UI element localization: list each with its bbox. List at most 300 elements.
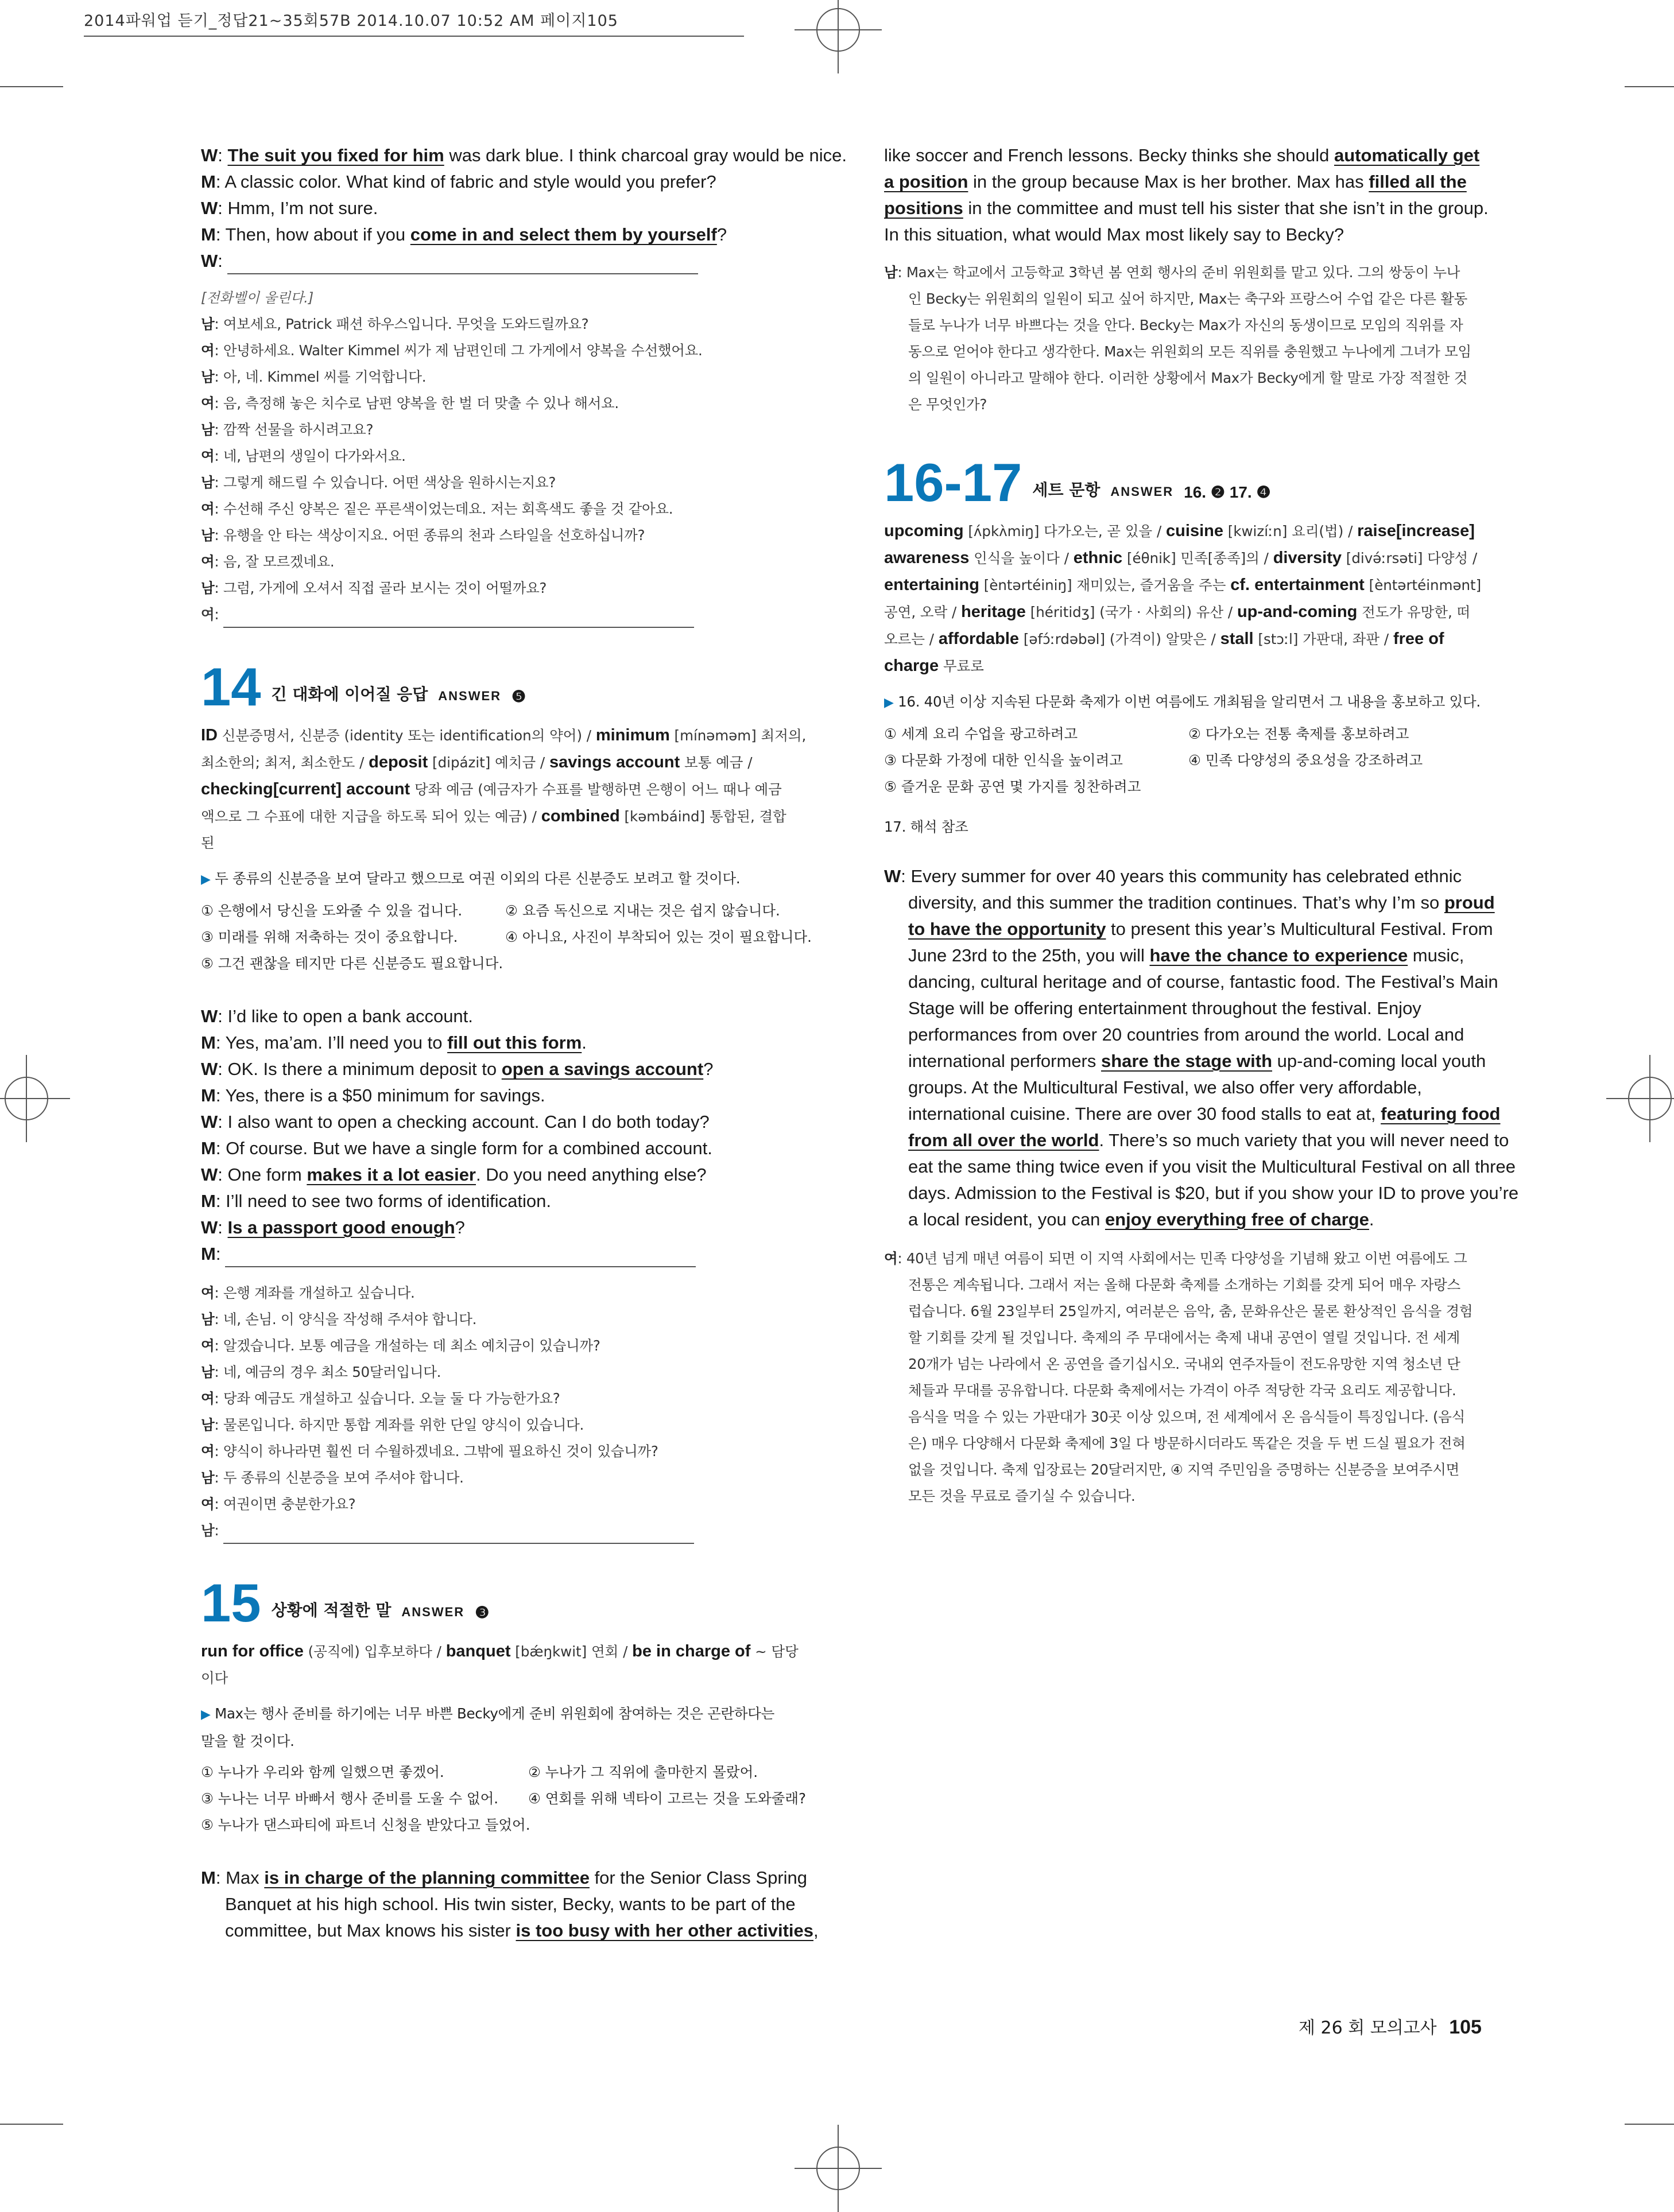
passage-line	[884, 1048, 1504, 1074]
vocab-line: 최소한의; 최저, 최소한도 / deposit [dipázit] 예치금 / savings account 보통 예금 /	[201, 753, 753, 771]
passage-line	[884, 169, 1504, 195]
speaker-label: W	[201, 198, 218, 218]
translation-text: 두 종류의 신분증을 보여 주셔야 합니다.	[223, 1469, 464, 1486]
speaker-label: 남	[201, 316, 215, 332]
translation-text: 의 일원이 아니라고 말해야 한다. 이러한 상황에서 Max가 Becky에게 할 말로 가장 적절한 것	[908, 370, 1467, 386]
speaker-label: 여	[201, 553, 215, 570]
translation-text: 20개가 넘는 나라에서 온 공연을 즐기십시오. 국내외 연주자들이 전도유망한 지역 청소년 단	[908, 1356, 1460, 1372]
vocab-term: diversity	[1273, 549, 1342, 567]
vocab-line: ID 신분증명서, 신분증 (identity 또는 identification의 약어) / minimum [mínəməm] 최저의,	[201, 726, 807, 744]
translation-text: 그렇게 해드릴 수 있습니다. 어떤 색상을 원하시는지요?	[223, 474, 556, 491]
q14-explanation: ▶ 두 종류의 신분증을 보여 달라고 했으므로 여권 이외의 다른 신분증도 보려고 할 것이다.	[201, 870, 741, 887]
dialogue-line: W: OK. Is there a minimum deposit to open a savings account?	[201, 1056, 821, 1082]
passage-text: committee, but Max knows his sister	[225, 1920, 516, 1941]
header-rule	[84, 36, 744, 37]
crop-mark	[1625, 86, 1674, 87]
vocab-term: affordable	[938, 630, 1020, 648]
translation-text: 은) 매우 다양해서 다문화 축제에 3일 다 방문하시더라도 똑같은 것을 두 번 드실 필요가 전혀	[908, 1435, 1466, 1452]
q14-translation-answer-line: 남:	[201, 1518, 821, 1544]
answer-option: ⑤ 그건 괜찮을 테지만 다른 신분증도 필요합니다.	[201, 955, 503, 972]
speaker-label: 여	[201, 395, 215, 412]
dialogue-text: Yes, ma’am. I’ll need you to	[225, 1033, 448, 1053]
q13-stage-note: [전화벨이 울린다.]	[201, 290, 314, 306]
vocab-term: banquet	[445, 1642, 511, 1660]
q1617-passage	[884, 863, 1519, 1233]
dialogue-line: M: I’ll need to see two forms of identification.	[201, 1188, 821, 1214]
key-phrase: open a savings account	[501, 1059, 704, 1079]
passage-text: to present this year’s Multicultural Festival. From	[1106, 919, 1493, 939]
dialogue-text: was dark blue. I think charcoal gray would be nice.	[444, 145, 847, 165]
answer-option: ③ 다문화 가정에 대한 인식을 높이려고	[884, 752, 1123, 769]
translation-text: 전통은 계속됩니다. 그래서 저는 올해 다문화 축제를 소개하는 기회를 갖게 되어 매우 자랑스	[908, 1276, 1460, 1293]
q1617-answer: 16. ❷ 17. ❹	[1184, 483, 1271, 501]
speaker-label: M	[201, 1191, 216, 1211]
translation-line: 남: 그럼, 가게에 오셔서 직접 골라 보시는 것이 어떨까요?	[201, 580, 547, 596]
translation-line	[884, 1404, 1504, 1430]
answer-option: ⑤ 누나가 댄스파티에 파트너 신청을 받았다고 들었어.	[201, 1817, 530, 1833]
key-phrase: automatically get	[1334, 145, 1480, 165]
answer-option: ⑤ 즐거운 문화 공연 몇 가지를 칭찬하려고	[884, 778, 1141, 795]
vocab-term: awareness	[884, 549, 970, 567]
left-column	[201, 142, 847, 1944]
speaker-label: 남	[201, 527, 215, 544]
speaker-label: 남	[201, 368, 215, 385]
q15-explanation: ▶ Max는 행사 준비를 하기에는 너무 바쁜 Becky에게 준비 위원회에 참여하는 것은 곤란하다는	[201, 1705, 775, 1722]
key-phrase: The suit you fixed for him	[227, 145, 444, 165]
passage-text: in the committee and must tell his sister that she isn’t in the group.	[963, 198, 1489, 218]
translation-line	[884, 1325, 1504, 1351]
passage-text: music,	[1408, 945, 1464, 965]
translation-text: 깜짝 선물을 하시려고요?	[223, 421, 374, 438]
speaker-label: 남	[201, 580, 215, 596]
q15-answer: ❸	[475, 1604, 490, 1621]
q15-answer-label: ANSWER	[401, 1605, 465, 1619]
q14-dialogue	[201, 1003, 821, 1241]
passage-line	[884, 916, 1504, 942]
translation-line: 남: 그렇게 해드릴 수 있습니다. 어떤 색상을 원하시는지요?	[201, 474, 556, 491]
translation-text: 할 기회를 갖게 될 것입니다. 축제의 주 무대에서는 축제 내내 공연이 열릴 것입니다. 전 세계	[908, 1329, 1460, 1346]
translation-text: 양식이 하나라면 훨씬 더 수월하겠네요. 그밖에 필요하신 것이 있습니까?	[223, 1443, 658, 1460]
vocab-line: awareness 인식을 높이다 / ethnic [éθnik] 민족[종족]의 / diversity [divə́ːrsəti] 다양성 /	[884, 549, 1478, 567]
translation-text: 안녕하세요. Walter Kimmel 씨가 제 남편인데 그 가게에서 양복을 수선했어요.	[223, 342, 703, 359]
vocab-line: run for office (공직에) 입후보하다 / banquet [bǽŋkwit] 연회 / be in charge of ~ 담당	[201, 1642, 799, 1660]
registration-mark-icon	[5, 1077, 48, 1120]
vocab-term: be in charge of	[632, 1642, 751, 1660]
q15-explanation-cont: 말을 할 것이다.	[201, 1733, 294, 1749]
dialogue-text: Then, how about if you	[225, 224, 410, 245]
passage-text: groups. At the Multicultural Festival, we also offer very affordable,	[908, 1077, 1422, 1097]
q13-dialogue	[201, 142, 847, 248]
vocab-term: up-and-coming	[1237, 603, 1358, 621]
crop-mark	[1625, 2124, 1674, 2125]
footer-label: 제 26 회 모의고사	[1299, 2018, 1437, 2038]
translation-text: 동으로 얻어야 한다고 생각한다. Max는 위원회의 모든 직위를 충원했고 누나에게 그녀가 모임	[908, 343, 1471, 360]
translation-text: 체들과 무대를 공유합니다. 다문화 축제에서는 가격이 아주 적당한 각국 요리도 제공합니다.	[908, 1382, 1456, 1399]
dialogue-line: W: The suit you fixed for him was dark blue. I think charcoal gray would be nice.	[201, 142, 821, 169]
speaker-label: 여	[201, 342, 215, 359]
passage-text: in the group because Max is her brother. Max has	[968, 172, 1369, 192]
dialogue-line: M: Of course. But we have a single form for a combined account.	[201, 1135, 821, 1162]
speaker-label: 여	[201, 1337, 215, 1354]
answer-option: ② 누나가 그 직위에 출마한지 몰랐어.	[528, 1764, 758, 1780]
q1617-vocabulary	[884, 518, 1504, 680]
translation-line	[884, 286, 1504, 312]
translation-text: 수선해 주신 양복은 짙은 푸른색이었는데요. 저는 회흑색도 좋을 것 같아요.	[223, 500, 673, 517]
vocab-term: stall	[1220, 630, 1254, 648]
speaker-label: W	[884, 866, 901, 886]
right-column	[884, 142, 1519, 1509]
answer-option: ④ 민족 다양성의 중요성을 강조하려고	[1188, 752, 1423, 769]
dialogue-text: Yes, there is a $50 minimum for savings.	[225, 1085, 545, 1105]
key-phrase: a position	[884, 172, 968, 192]
q13-answer-line: W:	[201, 248, 821, 274]
vocab-term: free of	[1393, 630, 1444, 648]
passage-text: Banquet at his high school. His twin sister, Becky, wants to be part of the	[225, 1894, 796, 1914]
passage-line	[884, 1127, 1509, 1154]
answer-option: ④ 연회를 위해 넥타이 고르는 것을 도와줄래?	[528, 1790, 807, 1807]
dialogue-text: ?	[455, 1217, 465, 1237]
q1617-translation	[884, 1245, 1504, 1509]
key-phrase: filled all the	[1369, 172, 1467, 192]
answer-blank	[223, 610, 694, 628]
translation-line: 남: 네, 손님. 이 양식을 작성해 주셔야 합니다.	[201, 1311, 477, 1328]
translation-line	[884, 312, 1504, 339]
passage-text: Every summer for over 40 years this community has celebrated ethnic	[910, 866, 1462, 886]
vocab-term: run for office	[201, 1642, 304, 1660]
answer-blank	[225, 1249, 696, 1267]
speaker-label: 남	[884, 264, 898, 281]
dialogue-line: W: One form makes it a lot easier. Do you need anything else?	[201, 1162, 821, 1188]
passage-line	[884, 1154, 1516, 1180]
key-phrase: Is a passport good enough	[227, 1217, 455, 1237]
q14-vocabulary	[201, 722, 821, 856]
speaker-label: M	[201, 1085, 216, 1105]
q1617-answer-label: ANSWER	[1110, 484, 1174, 499]
passage-line	[884, 969, 1504, 995]
passage-text: international cuisine. There are over 30 food stalls to eat at,	[908, 1104, 1381, 1124]
translation-line: 여: 안녕하세요. Walter Kimmel 씨가 제 남편인데 그 가게에서 양복을 수선했어요.	[201, 342, 703, 359]
translation-line: 남: 네, 예금의 경우 최소 50달러입니다.	[201, 1364, 441, 1380]
passage-text: dancing, cultural heritage and of course, fantastic food. The Festival’s Main	[908, 972, 1498, 992]
translation-line	[884, 1298, 1504, 1325]
passage-text: eat the same thing twice even if you visit the Multicultural Festival on all three	[908, 1157, 1516, 1177]
vocab-line: entertaining [èntərtéiniŋ] 재미있는, 즐거움을 주는 cf. entertainment [èntərtéinmənt]	[884, 576, 1482, 594]
q14-heading	[201, 657, 821, 717]
vocab-term: ethnic	[1073, 549, 1123, 567]
answer-option: ① 누나가 우리와 함께 일했으면 좋겠어.	[201, 1764, 444, 1780]
dialogue-line: W: I also want to open a checking account. Can I do both today?	[201, 1109, 821, 1135]
translation-line: 여: 여권이면 충분한가요?	[201, 1496, 356, 1512]
translation-text: 유행을 안 타는 색상이지요. 어떤 종류의 천과 스타일을 선호하십니까?	[223, 527, 645, 544]
translation-text: 은 무엇인가?	[908, 396, 987, 413]
vocab-line: 액으로 그 수표에 대한 지급을 하도록 되어 있는 예금) / combined [kəmbáind] 통합된, 결합	[201, 807, 786, 825]
vocab-term: upcoming	[884, 522, 964, 540]
crop-mark	[0, 86, 63, 87]
key-phrase: share the stage with	[1101, 1051, 1273, 1071]
answer-option: ③ 미래를 위해 저축하는 것이 중요합니다.	[201, 929, 458, 945]
translation-line	[884, 1430, 1504, 1457]
speaker-label: 여	[201, 448, 215, 464]
answer-blank	[227, 256, 698, 274]
passage-text: ,	[813, 1920, 819, 1941]
translation-line	[884, 1377, 1504, 1404]
speaker-label: 남	[201, 1417, 215, 1433]
speaker-label: M	[201, 172, 216, 192]
translation-line	[884, 1351, 1504, 1377]
vocab-term: heritage	[961, 603, 1026, 621]
speaker-label: M	[201, 1868, 216, 1888]
translation-line: 여: 양식이 하나라면 훨씬 더 수월하겠네요. 그밖에 필요하신 것이 있습니까?	[201, 1443, 658, 1460]
key-phrase: is in charge of the planning committee	[264, 1868, 590, 1888]
key-phrase: positions	[884, 198, 963, 218]
speaker-label: 여	[201, 500, 215, 517]
answer-blank	[223, 1526, 694, 1544]
vocab-term: deposit	[369, 753, 428, 771]
vocab-line: upcoming [ʌ́pkʌ̀miŋ] 다가오는, 곧 있을 / cuisine [kwizíːn] 요리(법) / raise[increase]	[884, 522, 1475, 540]
vocab-term: ID	[201, 726, 218, 744]
dialogue-line: M: Yes, ma’am. I’ll need you to fill out this form.	[201, 1030, 821, 1056]
dialogue-text: I also want to open a checking account. Can I do both today?	[227, 1112, 710, 1132]
speaker-label: 여	[884, 1250, 898, 1267]
key-phrase: come in and select them by yourself	[410, 224, 717, 245]
translation-text: 인 Becky는 위원회의 일원이 되고 싶어 하지만, Max는 축구와 프랑스어 수업 같은 다른 활동	[908, 290, 1467, 307]
speaker-label: 여	[201, 1496, 215, 1512]
answer-option: ② 요즘 독신으로 지내는 것은 쉽지 않습니다.	[505, 902, 780, 919]
translation-text: 그럼, 가게에 오셔서 직접 골라 보시는 것이 어떨까요?	[223, 580, 547, 596]
dialogue-text: . Do you need anything else?	[476, 1165, 707, 1185]
passage-text: a local resident, you can	[908, 1209, 1105, 1229]
speaker-label: 남	[201, 421, 215, 438]
vocab-line: 된	[201, 835, 215, 851]
answer-option: ② 다가오는 전통 축제를 홍보하려고	[1188, 725, 1409, 742]
translation-text: 음, 측정해 놓은 치수로 남편 양복을 한 벌 더 맞출 수 있나 해서요.	[223, 395, 619, 412]
passage-line: W: Every summer for over 40 years this community has celebrated ethnic	[884, 863, 1504, 890]
speaker-label: M	[201, 1033, 216, 1053]
translation-line: 여: 당좌 예금도 개설하고 싶습니다. 오늘 둘 다 가능한가요?	[201, 1390, 560, 1407]
passage-text: for the Senior Class Spring	[589, 1868, 808, 1888]
dialogue-text: I’d like to open a bank account.	[227, 1006, 473, 1026]
vocab-line: 오르는 / affordable [əfɔ́ːrdəbəl] (가격이) 알맞은 / stall [stɔːl] 가판대, 좌판 / free of	[884, 630, 1444, 648]
passage-line	[884, 995, 1504, 1022]
print-header: 2014파워업 듣기_정답21~35회57B 2014.10.07 10:52 AM 페이지105	[84, 12, 618, 30]
passage-line	[884, 942, 1504, 969]
translation-text: 40년 넘게 매년 여름이 되면 이 지역 사회에서는 민족 다양성을 기념해 왔고 이번 여름에도 그	[906, 1250, 1467, 1267]
page-footer	[1299, 2013, 1482, 2039]
vocab-term: charge	[884, 657, 939, 675]
q15-passage-part1	[201, 1865, 821, 1944]
translation-line: 남: 물론입니다. 하지만 통합 계좌를 위한 단일 양식이 있습니다.	[201, 1417, 584, 1433]
translation-line: 남: 깜짝 선물을 하시려고요?	[201, 421, 374, 438]
vocab-term: cf. entertainment	[1230, 576, 1365, 594]
speaker-label: 여	[201, 1284, 215, 1301]
q1617-number: 16-17	[884, 452, 1022, 513]
passage-line	[884, 1180, 1519, 1206]
speaker-label: W	[201, 1165, 218, 1185]
key-phrase: have the chance to experience	[1149, 945, 1408, 965]
passage-text: international performers	[908, 1051, 1101, 1071]
passage-line	[884, 1206, 1504, 1233]
dialogue-text: I’ll need to see two forms of identification.	[226, 1191, 551, 1211]
vocab-term: savings account	[549, 753, 680, 771]
speaker-label: W	[201, 145, 218, 165]
dialogue-text: OK. Is there a minimum deposit to	[227, 1059, 502, 1079]
key-phrase: proud	[1444, 892, 1495, 913]
q13-translation	[201, 311, 821, 601]
dialogue-line: M: Then, how about if you come in and select them by yourself?	[201, 222, 821, 248]
passage-text: diversity, and this summer the tradition continues. That’s why I’m so	[908, 892, 1444, 913]
vocab-term: minimum	[595, 726, 670, 744]
dialogue-line: W: I’d like to open a bank account.	[201, 1003, 821, 1030]
speaker-label: 남	[201, 1364, 215, 1380]
key-phrase: fill out this form	[447, 1033, 582, 1053]
translation-line: 남: 유행을 안 타는 색상이지요. 어떤 종류의 천과 스타일을 선호하십니까?	[201, 527, 645, 544]
passage-text: In this situation, what would Max most likely say to Becky?	[884, 224, 1344, 245]
translation-line	[884, 1272, 1504, 1298]
q14-translation	[201, 1280, 821, 1518]
vocab-term: checking[current] account	[201, 780, 410, 798]
speaker-label: 남	[201, 1311, 215, 1328]
translation-line: 여: 40년 넘게 매년 여름이 되면 이 지역 사회에서는 민족 다양성을 기념해 왔고 이번 여름에도 그	[884, 1250, 1467, 1267]
passage-line: M: Max is in charge of the planning committee for the Senior Class Spring	[201, 1865, 821, 1891]
vocab-term: entertaining	[884, 576, 979, 594]
q15-vocabulary	[201, 1638, 821, 1691]
speaker-label: M	[201, 1138, 216, 1158]
q14-answer-line: M:	[201, 1241, 821, 1267]
q13-translation-answer-line: 여:	[201, 601, 821, 628]
q1617-heading	[884, 452, 1504, 513]
translation-text: 럽습니다. 6월 23일부터 25일까지, 여러분은 음악, 춤, 문화유산은 물론 환상적인 음식을 경험	[908, 1303, 1473, 1320]
passage-text: Max	[226, 1868, 265, 1888]
q15-title: 상황에 적절한 말	[271, 1601, 392, 1620]
q16-explanation: ▶ 16. 40년 이상 지속된 다문화 축제가 이번 여름에도 개최됨을 알리면서 그 내용을 홍보하고 있다.	[884, 693, 1481, 710]
passage-line	[884, 195, 1504, 222]
translation-line	[884, 1483, 1504, 1509]
passage-line	[884, 1022, 1504, 1048]
q14-options	[201, 898, 821, 977]
translation-text: 없을 것입니다. 축제 입장료는 20달러지만, ④ 지역 주민임을 증명하는 신분증을 보여주시면	[908, 1461, 1459, 1478]
passage-text: like soccer and French lessons. Becky thinks she should	[884, 145, 1334, 165]
dialogue-text: ?	[703, 1059, 714, 1079]
translation-text: 들로 누나가 너무 바쁘다는 것을 안다. Becky는 Max가 자신의 동생이므로 모임의 직위를 자	[908, 317, 1463, 333]
dialogue-text: Hmm, I’m not sure.	[227, 198, 378, 218]
passage-line	[884, 890, 1504, 916]
translation-text: 네, 남편의 생일이 다가와서요.	[223, 448, 406, 464]
passage-text: Stage will be offering entertainment throughout the festival. Enjoy	[908, 998, 1421, 1018]
answer-option: ① 세계 요리 수업을 광고하려고	[884, 725, 1078, 742]
translation-line: 여: 수선해 주신 양복은 짙은 푸른색이었는데요. 저는 회흑색도 좋을 것 같아요.	[201, 500, 673, 517]
speaker-label: W	[201, 1059, 218, 1079]
passage-text: June 23rd to the 25th, you will	[908, 945, 1150, 965]
translation-text: 알겠습니다. 보통 예금을 개설하는 데 최소 예치금이 있습니까?	[223, 1337, 600, 1354]
translation-line: 남: Max는 학교에서 고등학교 3학년 봄 연회 행사의 준비 위원회를 맡고 있다. 그의 쌍둥이 누나	[884, 264, 1460, 281]
q15-passage-part2	[884, 142, 1504, 248]
passage-line	[884, 222, 1504, 248]
speaker-label: 여	[201, 1390, 215, 1407]
translation-text: 아, 네. Kimmel 씨를 기억합니다.	[223, 368, 427, 385]
speaker-label: W	[201, 1217, 218, 1237]
q14-title: 긴 대화에 이어질 응답	[271, 685, 428, 704]
translation-line	[884, 1457, 1504, 1483]
registration-mark-icon	[816, 2147, 860, 2190]
passage-line	[201, 1891, 821, 1918]
registration-mark-icon	[1628, 1077, 1672, 1120]
passage-text: up-and-coming local youth	[1272, 1051, 1486, 1071]
passage-text: .	[1369, 1209, 1374, 1229]
key-phrase: from all over the world	[908, 1130, 1099, 1150]
translation-text: 음식을 먹을 수 있는 가판대가 30곳 이상 있으며, 전 세계에서 온 음식들이 특징입니다. (음식	[908, 1408, 1465, 1425]
translation-line: 여: 음, 측정해 놓은 치수로 남편 양복을 한 벌 더 맞출 수 있나 해서요.	[201, 395, 619, 412]
translation-line	[884, 365, 1504, 391]
dialogue-text: Of course. But we have a single form for a combined account.	[226, 1138, 712, 1158]
q15-heading	[201, 1573, 821, 1633]
translation-line: 남: 여보세요, Patrick 패션 하우스입니다. 무엇을 도와드릴까요?	[201, 316, 589, 332]
dialogue-line: M: A classic color. What kind of fabric and style would you prefer?	[201, 169, 821, 195]
translation-line: 여: 네, 남편의 생일이 다가와서요.	[201, 448, 406, 464]
translation-text: 네, 손님. 이 양식을 작성해 주셔야 합니다.	[223, 1311, 477, 1328]
q14-answer: ❺	[512, 688, 526, 705]
translation-text: 물론입니다. 하지만 통합 계좌를 위한 단일 양식이 있습니다.	[223, 1417, 584, 1433]
speaker-label: 남	[201, 1469, 215, 1486]
translation-line: 여: 음, 잘 모르겠네요.	[201, 553, 335, 570]
translation-text: 은행 계좌를 개설하고 싶습니다.	[223, 1284, 415, 1301]
dialogue-text: A classic color. What kind of fabric and style would you prefer?	[224, 172, 716, 192]
key-phrase: featuring food	[1381, 1104, 1501, 1124]
vocab-line: 공연, 오락 / heritage [héritidʒ] (국가 · 사회의) 유산 / up-and-coming 전도가 유망한, 떠	[884, 603, 1471, 621]
dialogue-text: ?	[716, 224, 727, 245]
answer-option: ④ 아니요, 사진이 부착되어 있는 것이 필요합니다.	[505, 929, 812, 945]
key-phrase: is too busy with her other activities	[516, 1920, 813, 1941]
dialogue-text: One form	[227, 1165, 307, 1185]
translation-line: 남: 아, 네. Kimmel 씨를 기억합니다.	[201, 368, 427, 385]
registration-mark-icon	[816, 8, 860, 52]
speaker-label: M	[201, 224, 216, 245]
speaker-label: 여	[201, 1443, 215, 1460]
answer-option: ① 은행에서 당신을 도와줄 수 있을 겁니다.	[201, 902, 463, 919]
speaker-label: W	[201, 1006, 218, 1026]
key-phrase: makes it a lot easier	[307, 1165, 476, 1185]
translation-text: 여권이면 충분한가요?	[223, 1496, 356, 1512]
passage-text: performances from over 20 countries from around the world. Local and	[908, 1024, 1464, 1045]
passage-line	[884, 142, 1504, 169]
answer-option: ③ 누나는 너무 바빠서 행사 준비를 도울 수 없어.	[201, 1790, 499, 1807]
q16-options	[884, 721, 1504, 800]
speaker-label: 남	[201, 474, 215, 491]
q14-number: 14	[201, 657, 261, 717]
translation-line: 여: 은행 계좌를 개설하고 싶습니다.	[201, 1284, 415, 1301]
q14-answer-label: ANSWER	[438, 689, 502, 703]
q15-options	[201, 1759, 821, 1838]
vocab-line: checking[current] account 당좌 예금 (예금자가 수표를 발행하면 은행이 어느 때나 예금	[201, 780, 782, 798]
vocab-term: combined	[541, 807, 620, 825]
key-phrase: enjoy everything free of charge	[1105, 1209, 1369, 1229]
translation-text: 네, 예금의 경우 최소 50달러입니다.	[223, 1364, 441, 1380]
passage-text: . There’s so much variety that you will never need to	[1099, 1130, 1509, 1150]
page-number: 105	[1449, 2016, 1482, 2038]
translation-text: 여보세요, Patrick 패션 하우스입니다. 무엇을 도와드릴까요?	[223, 316, 589, 332]
translation-text: 모든 것을 무료로 즐기실 수 있습니다.	[908, 1488, 1136, 1504]
key-phrase: to have the opportunity	[908, 919, 1106, 939]
translation-line	[884, 339, 1504, 365]
dialogue-line: M: Yes, there is a $50 minimum for savings.	[201, 1082, 821, 1109]
passage-line	[884, 1101, 1504, 1127]
translation-text: 당좌 예금도 개설하고 싶습니다. 오늘 둘 다 가능한가요?	[223, 1390, 560, 1407]
passage-line	[884, 1074, 1504, 1101]
q17-explanation: 17. 해석 참조	[884, 818, 968, 835]
passage-text: days. Admission to the Festival is $20, but if you show your ID to prove you’re	[908, 1183, 1519, 1203]
vocab-line: charge 무료로	[884, 657, 984, 675]
translation-line: 남: 두 종류의 신분증을 보여 주셔야 합니다.	[201, 1469, 464, 1486]
translation-text: Max는 학교에서 고등학교 3학년 봄 연회 행사의 준비 위원회를 맡고 있다. 그의 쌍둥이 누나	[906, 264, 1460, 281]
